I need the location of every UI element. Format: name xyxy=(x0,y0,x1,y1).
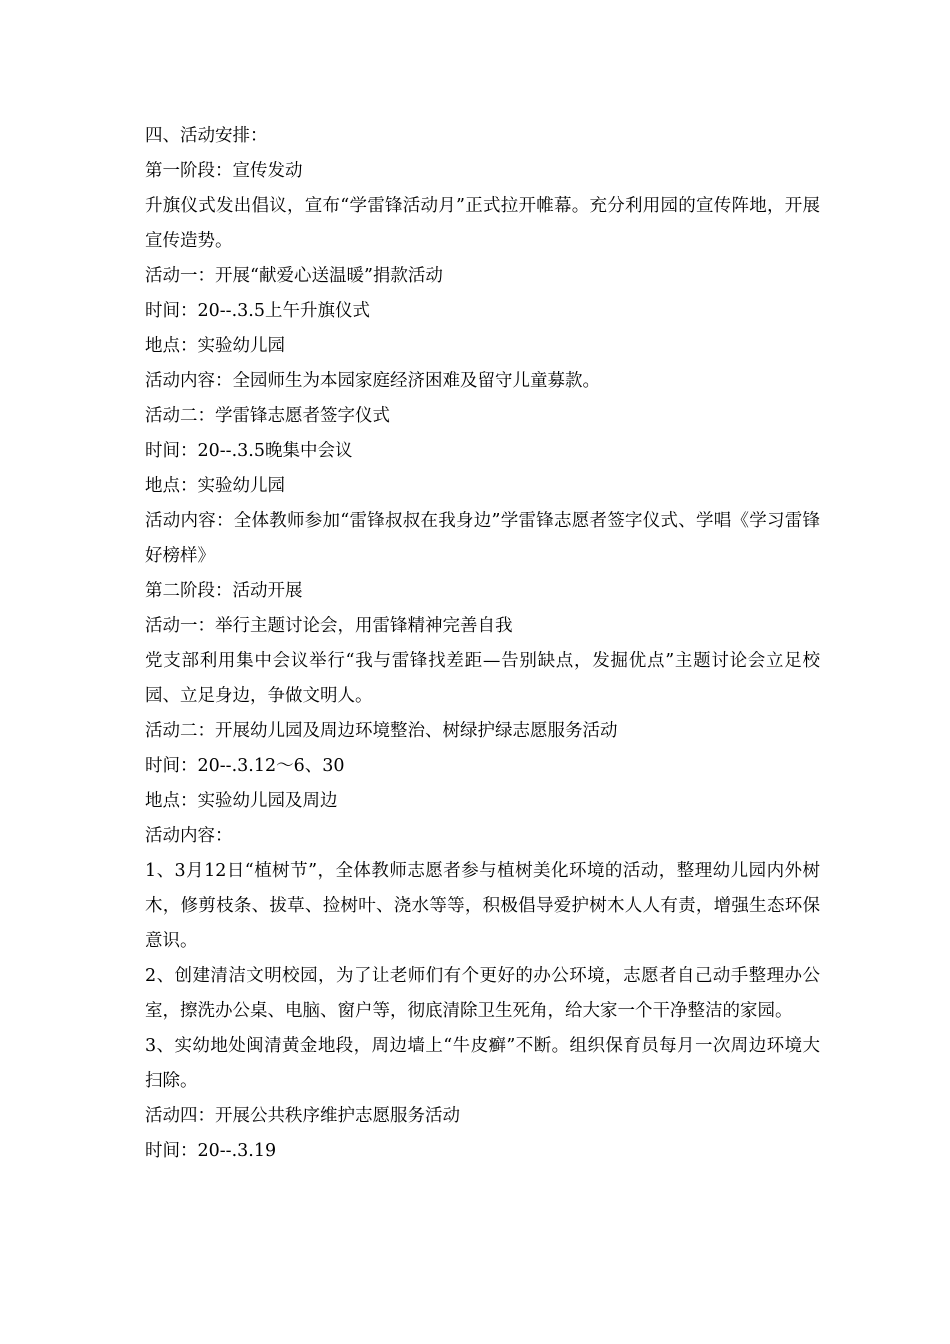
content-line: 活动内容：全体教师参加“雷锋叔叔在我身边”学雷锋志愿者签字仪式、学唱《学习雷锋好榜样》 xyxy=(145,511,820,566)
content-label: 活动内容： xyxy=(145,826,233,846)
time-line: 时间：20--.3.5晚集中会议 xyxy=(145,441,353,461)
time-line: 时间：20--.3.12～6、30 xyxy=(145,756,345,776)
activity-heading: 活动二：开展幼儿园及周边环境整治、树绿护绿志愿服务活动 xyxy=(145,721,618,741)
list-item: 3、实幼地处闽清黄金地段，周边墙上“牛皮癣”不断。组织保育员每月一次周边环境大扫除。 xyxy=(145,1036,820,1091)
activity-heading: 活动四：开展公共秩序维护志愿服务活动 xyxy=(145,1106,460,1126)
activity-heading: 活动一：举行主题讨论会，用雷锋精神完善自我 xyxy=(145,616,513,636)
location-line: 地点：实验幼儿园 xyxy=(145,336,285,356)
stage-heading: 第二阶段：活动开展 xyxy=(145,581,303,601)
stage-heading: 第一阶段：宣传发动 xyxy=(145,161,303,181)
activity-heading: 活动二：学雷锋志愿者签字仪式 xyxy=(145,406,390,426)
activity-heading: 活动一：开展“献爱心送温暖”捐款活动 xyxy=(145,266,443,286)
location-line: 地点：实验幼儿园及周边 xyxy=(145,791,338,811)
list-item: 1、3月12日“植树节”，全体教师志愿者参与植树美化环境的活动，整理幼儿园内外树木，修剪枝条、拔草、捡树叶、浇水等等，积极倡导爱护树木人人有责，增强生态环保意识。 xyxy=(145,861,820,951)
time-line: 时间：20--.3.19 xyxy=(145,1141,277,1161)
body-paragraph: 党支部利用集中会议举行“我与雷锋找差距—告别缺点，发掘优点”主题讨论会立足校园、立足身边，争做文明人。 xyxy=(145,651,820,706)
time-line: 时间：20--.3.5上午升旗仪式 xyxy=(145,301,370,321)
list-item: 2、创建清洁文明校园，为了让老师们有个更好的办公环境，志愿者自己动手整理办公室，擦洗办公桌、电脑、窗户等，彻底清除卫生死角，给大家一个干净整洁的家园。 xyxy=(145,966,820,1021)
content-line: 活动内容：全园师生为本园家庭经济困难及留守儿童募款。 xyxy=(145,371,600,391)
location-line: 地点：实验幼儿园 xyxy=(145,476,285,496)
section-heading: 四、活动安排： xyxy=(145,126,268,146)
body-paragraph: 升旗仪式发出倡议，宣布“学雷锋活动月”正式拉开帷幕。充分利用园的宣传阵地，开展宣传造势。 xyxy=(145,196,820,251)
